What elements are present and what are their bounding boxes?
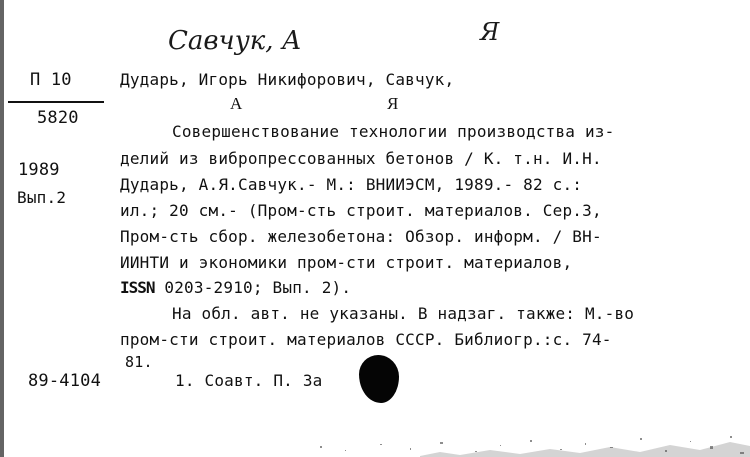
- body-line-6: ИИНТИ и экономики пром-сти строит. материалов,: [120, 253, 573, 272]
- call-issue: Вып.2: [17, 188, 67, 207]
- body-line-2: делий из вибропрессованных бетонов / К. т.н. И.Н.: [120, 149, 602, 168]
- ink-blot: [359, 355, 399, 403]
- call-number-class: П 10: [30, 70, 72, 90]
- note-line-2: пром-сти строит. материалов СССР. Библиогр.:с. 74-: [120, 330, 612, 349]
- body-line-5: Пром-сть сбор. железобетона: Обзор. информ. / ВН-: [120, 227, 602, 246]
- initial-a: А: [230, 94, 243, 113]
- tracing-line: 1. Соавт. П. За: [175, 371, 323, 390]
- body-line-1: Совершенствование технологии производства из-: [172, 122, 615, 141]
- scan-noise: [300, 432, 750, 457]
- initial-ya: Я: [387, 94, 399, 113]
- call-year: 1989: [18, 160, 60, 180]
- authors-heading: Дударь, Игорь Никифорович, Савчук,: [120, 70, 455, 89]
- issn-line: [120, 278, 351, 297]
- card-edge: [0, 0, 4, 457]
- note-tail: 81.: [125, 353, 153, 371]
- handwritten-initial: Я: [480, 18, 500, 46]
- body-line-4: ил.; 20 см.- (Пром-сть строит. материалов. Сер.3,: [120, 201, 602, 220]
- accession-number: 89-4104: [28, 371, 102, 391]
- body-line-3: Дударь, А.Я.Савчук.- М.: ВНИИЭСМ, 1989.- 82 с.:: [120, 175, 583, 194]
- call-number: 5820: [37, 108, 79, 128]
- call-number-rule: [8, 101, 104, 103]
- issn-label: ISSN: [120, 278, 155, 297]
- note-line-1: На обл. авт. не указаны. В надзаг. также: М.-во: [172, 304, 635, 323]
- issn-value: 0203-2910; Вып. 2).: [154, 278, 352, 297]
- handwritten-author: Савчук, А: [168, 26, 302, 56]
